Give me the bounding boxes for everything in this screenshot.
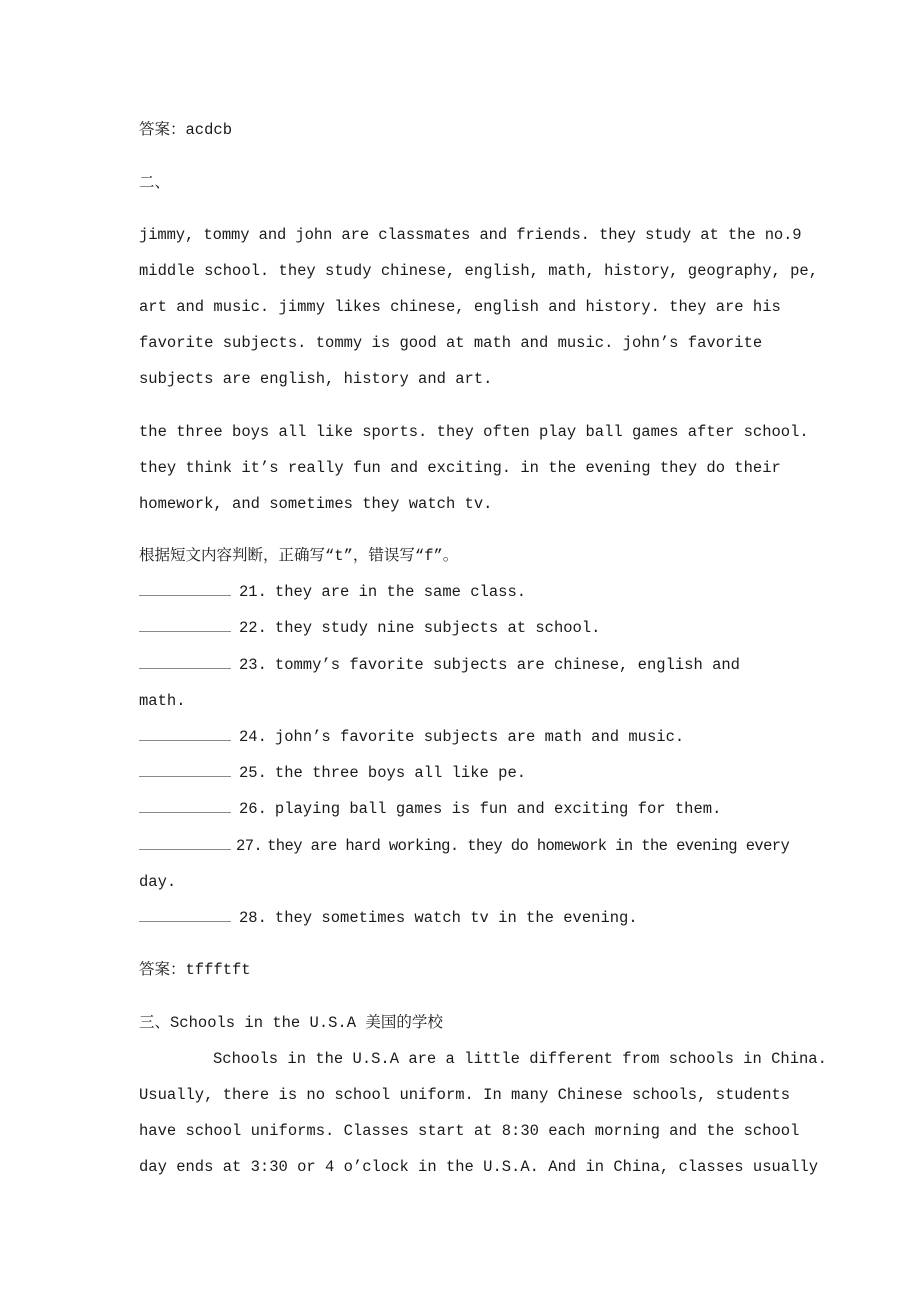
passage-line: jimmy, tommy and john are classmates and friends. they study at the no.9 xyxy=(139,226,802,244)
question-26 xyxy=(139,798,721,820)
answer-key-2: 答案：tffftft xyxy=(139,961,251,979)
question-text: they study nine subjects at school. xyxy=(274,619,601,637)
answer-blank[interactable] xyxy=(139,581,231,596)
passage-line: Usually, there is no school uniform. In many Chinese schools, students xyxy=(139,1086,791,1104)
question-continuation: day. xyxy=(139,873,177,891)
question-number: 23. xyxy=(239,656,267,674)
question-28 xyxy=(139,907,638,929)
passage-line: art and music. jimmy likes chinese, english and history. they are his xyxy=(139,298,781,316)
question-23 xyxy=(139,654,740,676)
question-number: 21. xyxy=(239,583,267,601)
question-21 xyxy=(139,581,526,603)
passage-line: middle school. they study chinese, english, math, history, geography, pe, xyxy=(139,262,819,280)
answer-blank[interactable] xyxy=(139,907,231,922)
question-number: 26. xyxy=(239,800,267,818)
question-number: 22. xyxy=(239,619,267,637)
passage-line: Schools in the U.S.A are a little different from schools in China. xyxy=(213,1050,827,1068)
question-22 xyxy=(139,617,600,639)
answer-blank[interactable] xyxy=(139,835,231,850)
question-text: they are in the same class. xyxy=(274,583,527,601)
question-number: 25. xyxy=(239,764,267,782)
question-24 xyxy=(139,726,684,748)
answer-blank[interactable] xyxy=(139,798,231,813)
question-continuation: math. xyxy=(139,692,186,710)
answer-key-1: 答案：acdcb xyxy=(139,121,233,139)
question-number: 27. xyxy=(236,837,263,855)
question-number: 24. xyxy=(239,728,267,746)
passage-line: have school uniforms. Classes start at 8:30 each morning and the school xyxy=(139,1122,800,1140)
section-2-heading: 二、 xyxy=(139,174,171,192)
question-25 xyxy=(139,762,526,784)
answer-blank[interactable] xyxy=(139,654,231,669)
question-number: 28. xyxy=(239,909,267,927)
question-text: playing ball games is fun and exciting for them. xyxy=(274,800,722,818)
passage-line: favorite subjects. tommy is good at math and music. john’s favorite xyxy=(139,334,763,352)
passage-line: day ends at 3:30 or 4 o’clock in the U.S.A. And in China, classes usually xyxy=(139,1158,819,1176)
question-27 xyxy=(139,835,789,857)
question-text: they sometimes watch tv in the evening. xyxy=(274,909,638,927)
question-text: tommy’s favorite subjects are chinese, english and xyxy=(274,656,740,674)
answer-blank[interactable] xyxy=(139,726,231,741)
passage-line: subjects are english, history and art. xyxy=(139,370,493,388)
passage-line: the three boys all like sports. they often play ball games after school. xyxy=(139,423,809,441)
answer-blank[interactable] xyxy=(139,762,231,777)
question-text: they are hard working. they do homework in the evening every xyxy=(267,837,790,855)
instruction: 根据短文内容判断，正确写“t”，错误写“f”。 xyxy=(139,547,459,565)
section-3-heading: 三、Schools in the U.S.A 美国的学校 xyxy=(139,1014,443,1032)
passage-line: they think it’s really fun and exciting. in the evening they do their xyxy=(139,459,781,477)
question-text: the three boys all like pe. xyxy=(274,764,527,782)
passage-line: homework, and sometimes they watch tv. xyxy=(139,495,493,513)
question-text: john’s favorite subjects are math and music. xyxy=(274,728,685,746)
answer-blank[interactable] xyxy=(139,617,231,632)
